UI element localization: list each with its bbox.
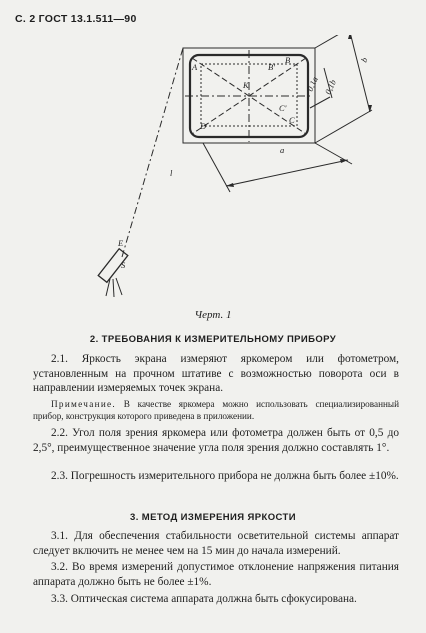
- label-K: K: [243, 80, 249, 90]
- label-B: B: [285, 55, 291, 65]
- label-D: D: [200, 121, 207, 131]
- paragraph-3-2: 3.2. Во время измерений допустимое отклонение напряжения питания аппарата должно быть не более ±1%.: [33, 561, 399, 588]
- figure-diagram: [0, 35, 426, 325]
- paragraph-2-3: 2.3. Погрешность измерительного прибора не должна быть более ±10%.: [51, 470, 399, 482]
- label-a: a: [280, 145, 285, 155]
- dimension-b-arrow: [226, 160, 348, 186]
- figure-caption: Черт. 1: [194, 309, 232, 321]
- paragraph-3-3: 3.3. Оптическая система аппарата должна быть сфокусирована.: [51, 593, 357, 605]
- dimension-b-ext-1: [203, 143, 230, 192]
- dimension-a-arrow: [350, 35, 370, 112]
- tripod-leg-3: [116, 278, 122, 295]
- label-E: E: [118, 238, 124, 248]
- section-3-heading: 3. МЕТОД ИЗМЕРЕНИЯ ЯРКОСТИ: [130, 512, 296, 523]
- paragraph-3-1: 3.1. Для обеспечения стабильности осветительной системы аппарат следует включить не менее чем на 15 мин до начала измерений.: [33, 530, 399, 557]
- label-S: S: [121, 260, 126, 270]
- page-header: С. 2 ГОСТ 13.1.511—90: [15, 13, 137, 25]
- label-dim-small: 0,1a: [304, 75, 320, 93]
- label-dim-side: 0,1b: [322, 78, 338, 96]
- dimension-b-ext-2: [315, 143, 352, 164]
- dimension-small-line: [310, 97, 330, 108]
- label-l: l: [170, 168, 173, 178]
- note-text: В качестве яркомера можно использовать специализированный прибор, конструкция которого приведена в приложении.: [33, 399, 399, 422]
- note-label: Примечание.: [51, 399, 117, 409]
- tripod-leg-2: [113, 279, 114, 297]
- section-2-heading: 2. ТРЕБОВАНИЯ К ИЗМЕРИТЕЛЬНОМУ ПРИБОРУ: [89, 334, 337, 345]
- paragraph-2-2: 2.2. Угол поля зрения яркомера или фотометра должен быть от 0,5 до 2,5°, преимущественное значение угла поля зрения должно составлять 1°.: [33, 427, 399, 454]
- label-B-prime: B': [268, 62, 276, 72]
- paragraph-2-1: 2.1. Яркость экрана измеряют яркомером или фотометром, установленным на прочном штативе с возможностью поворота оси в направлении измеряемых точек экрана.: [33, 353, 399, 395]
- label-b: b: [358, 55, 370, 64]
- label-C-prime: C': [279, 103, 287, 113]
- label-C: C: [289, 115, 295, 125]
- arrow-head-a-bottom: [368, 105, 372, 112]
- label-A: A: [192, 62, 198, 72]
- dimension-a-line-2: [315, 110, 372, 143]
- note: [33, 398, 399, 423]
- measurement-axis: [122, 48, 183, 257]
